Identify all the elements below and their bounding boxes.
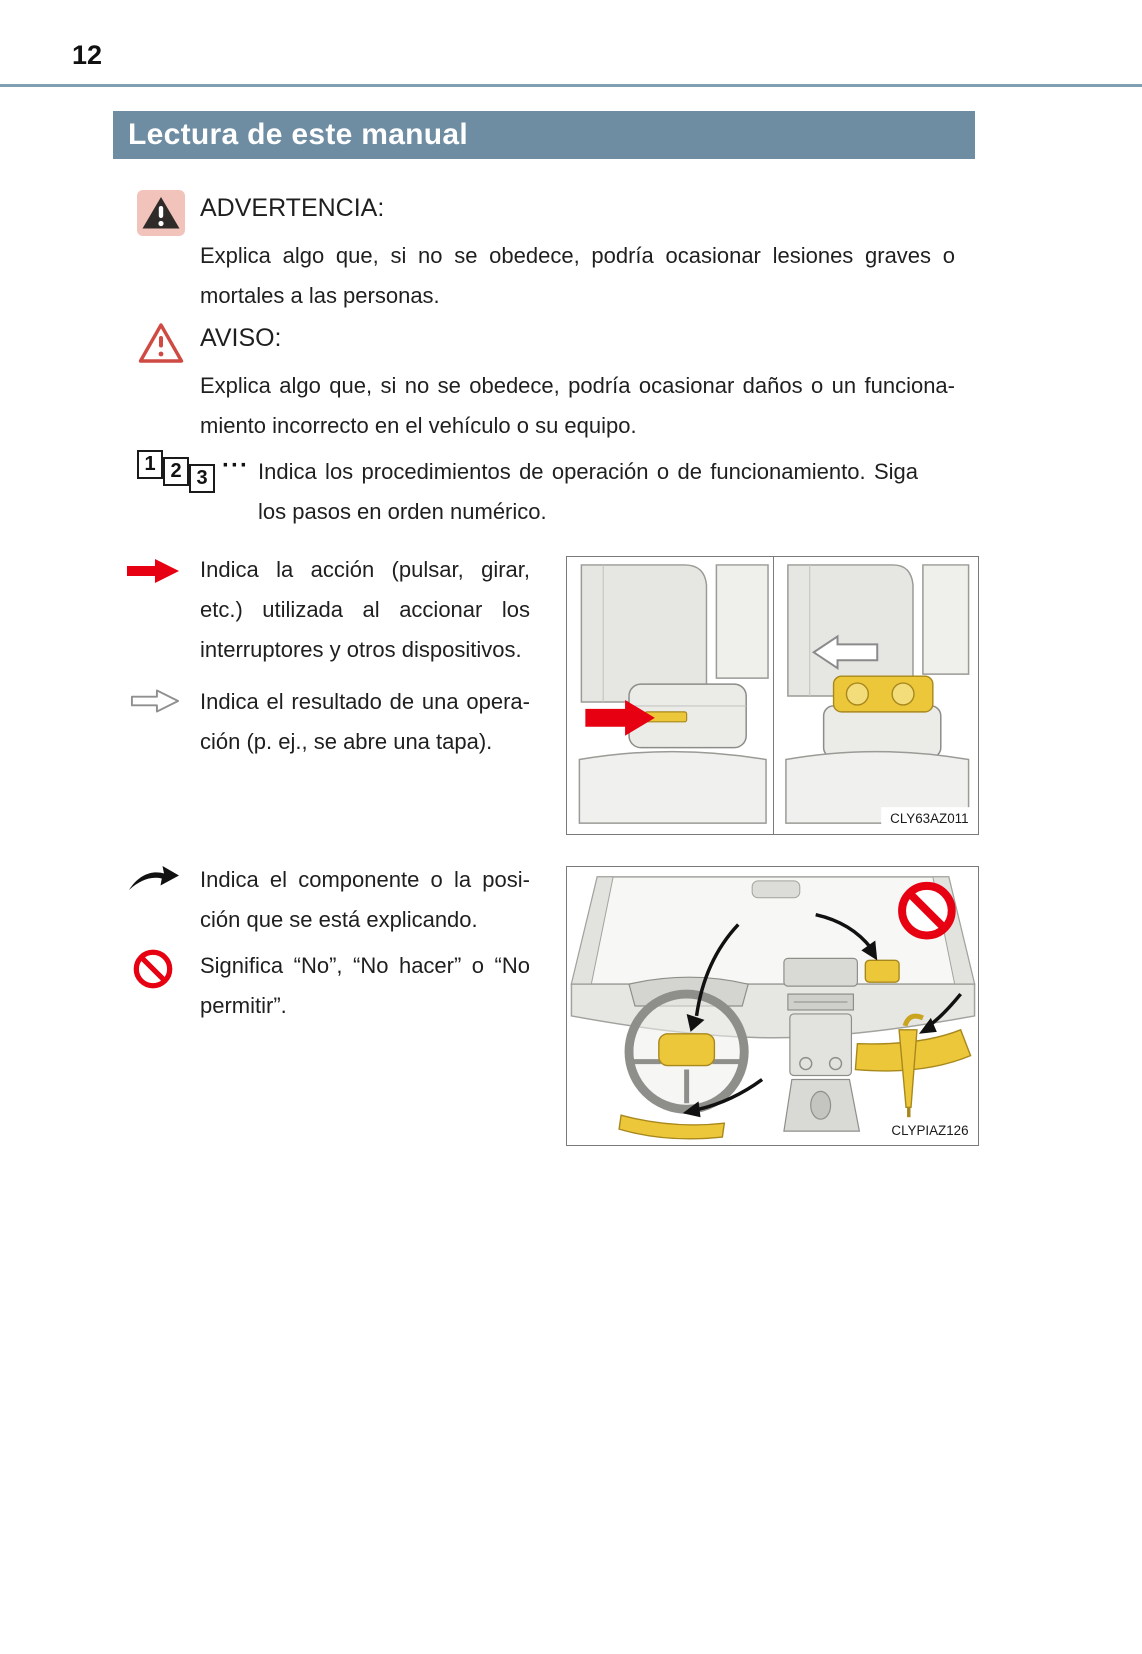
action-arrow-icon: [127, 556, 179, 586]
seat-cushion-left: [579, 752, 766, 823]
warning-icon: [137, 190, 185, 236]
result-arrow-body: Indica el resultado de una operación (p. ej., se abre una tapa).: [200, 689, 530, 754]
action-arrow-body: Indica la acción (pulsar, girar, etc.) utilizada al accionar los interruptores y otros dispositivos.: [200, 557, 530, 662]
figure-caption: CLY63AZ011: [890, 811, 969, 827]
center-stack: [790, 1014, 852, 1076]
figure-dashboard-svg: [567, 867, 978, 1145]
highlight-steering-pad: [659, 1034, 715, 1066]
no-symbol-large: [902, 886, 952, 936]
armrest-open-tray: [824, 676, 941, 757]
gear-shifter: [811, 1091, 831, 1119]
figure-caption: CLYPIAZ126: [891, 1123, 969, 1139]
advertencia-title: ADVERTENCIA:: [200, 194, 385, 222]
steps-body: Indica los procedimientos de operación o de funcionamiento. Siga los pasos en orden numérico.: [258, 459, 918, 524]
step-box-2: [163, 457, 189, 486]
chapter-header-title: Lectura de este manual: [128, 118, 469, 151]
rearview-mirror: [752, 881, 800, 898]
aviso-title: AVISO:: [200, 324, 282, 352]
notice-icon: [138, 322, 184, 364]
figure-armrest-svg: [567, 557, 978, 834]
top-rule: [0, 84, 1142, 87]
component-arrow-body: Indica el componente o la posición que se está explicando.: [200, 867, 530, 932]
step-box-3: [189, 464, 215, 493]
steering-wheel: [629, 994, 744, 1109]
aviso-body: Explica algo que, si no se obedece, podría ocasionar daños o un funcionamiento incorrecto en el vehículo o su equipo.: [200, 373, 955, 438]
step-label-3: 3: [196, 467, 208, 489]
step-label-1: 1: [144, 453, 156, 475]
step-ellipsis: ···: [222, 452, 249, 479]
step-label-2: 2: [170, 460, 182, 482]
step-box-1: [137, 450, 163, 479]
highlight-dash-box: [865, 960, 899, 982]
result-arrow-icon: [130, 686, 180, 716]
center-display: [784, 958, 857, 986]
figure-armrest: [566, 556, 979, 835]
figure-dashboard: [566, 866, 979, 1146]
component-arrow-icon: [127, 864, 179, 894]
page-number: 12: [72, 40, 103, 70]
prohibition-body: Significa “No”, “No hacer” o “No permitir”.: [200, 953, 530, 1018]
advertencia-body: Explica algo que, si no se obedece, podría ocasionar lesiones graves o mortales a las personas.: [200, 243, 955, 308]
chapter-header: [113, 111, 975, 159]
no-symbol-icon: [132, 948, 174, 990]
